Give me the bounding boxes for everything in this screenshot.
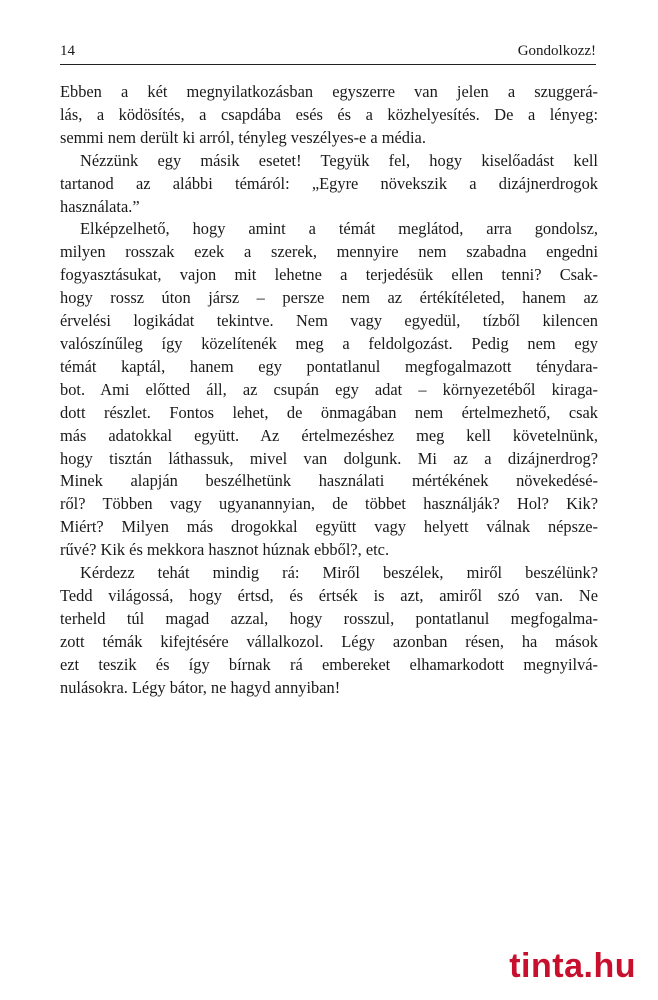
paragraph bbox=[60, 150, 598, 219]
text-line: hogy tisztán láthassuk, mivel van dolgunk. Mi az a dizájnerdrog? bbox=[60, 448, 598, 468]
running-header bbox=[60, 40, 596, 65]
text-line: használata.” bbox=[60, 196, 140, 216]
text-line: Elképzelhető, hogy amint a témát meglátod, arra gondolsz, bbox=[80, 219, 598, 239]
text-line: Nézzünk egy másik esetet! Tegyük fel, hogy kiselőadást kell bbox=[80, 150, 598, 170]
text-line: Tedd világossá, hogy értsd, és értsék is azt, amiről szó van. Ne bbox=[60, 585, 598, 605]
text-line: dott részlet. Fontos lehet, de önmagában nem értelmezhető, csak bbox=[60, 402, 598, 422]
text-line: rűvé? Kik és mekkora hasznot húznak ebből?, etc. bbox=[60, 540, 390, 560]
text-line: fogyasztásukat, vajon mit lehetne a terjedésük ellen tenni? Csak- bbox=[60, 265, 598, 285]
text-line: hogy rossz úton jársz – persze nem az értékítéleted, hanem az bbox=[60, 288, 598, 308]
text-line: semmi nem derült ki arról, tényleg veszélyes-e a média. bbox=[60, 127, 426, 147]
text-line: ről? Többen vagy ugyanannyian, de többet használják? Hol? Kik? bbox=[60, 494, 598, 514]
text-line: érvelési logikádat tekintve. Nem vagy egyedül, tízből kilencen bbox=[60, 311, 598, 331]
text-line: Ebben a két megnyilatkozásban egyszerre van jelen a szuggerá- bbox=[60, 82, 598, 101]
body-text bbox=[60, 81, 598, 699]
running-head-title: Gondolkozz! bbox=[517, 43, 596, 59]
text-line: Miért? Milyen más drogokkal együtt vagy helyett válnak népsze- bbox=[60, 517, 598, 537]
text-line: témát kaptál, hanem egy pontatlanul megfogalmazott ténydara- bbox=[60, 356, 598, 376]
text-line: más adatokkal együtt. Az értelmezéshez meg kell követelnünk, bbox=[60, 425, 598, 445]
text-line: tartanod az alábbi témáról: „Egyre növekszik a dizájnerdrogok bbox=[60, 173, 598, 193]
text-line: lás, a ködösítés, a csapdába esés és a közhelyesítés. De a lényeg: bbox=[60, 104, 598, 124]
page-number: 14 bbox=[60, 43, 75, 59]
paragraph bbox=[60, 562, 598, 699]
text-line: valószínűleg így közelítenék meg a feldolgozást. Pedig nem egy bbox=[60, 333, 598, 353]
text-line: ezt teszik és így bírnak rá embereket elhamarkodott megnyilvá- bbox=[60, 654, 598, 674]
text-line: zott témák kifejtésére vállalkozol. Légy azonban résen, ha mások bbox=[60, 631, 598, 651]
text-line: nulásokra. Légy bátor, ne hagyd annyiban! bbox=[60, 677, 341, 697]
text-line: Kérdezz tehát mindig rá: Miről beszélek, miről beszélünk? bbox=[80, 563, 598, 583]
text-line: milyen rosszak ezek a szerek, mennyire nem szabadna engedni bbox=[60, 242, 598, 262]
paragraph bbox=[60, 218, 598, 562]
text-line: terheld túl magad azzal, hogy rosszul, pontatlanul megfogalma- bbox=[60, 608, 598, 628]
tinta-watermark-logo: tinta.hu bbox=[509, 947, 636, 985]
text-line: Minek alapján beszélhetünk használati mértékének növekedésé- bbox=[60, 471, 598, 491]
paragraph bbox=[60, 81, 598, 150]
text-line: bot. Ami előtted áll, az csupán egy adat – környezetéből kiraga- bbox=[60, 379, 598, 399]
